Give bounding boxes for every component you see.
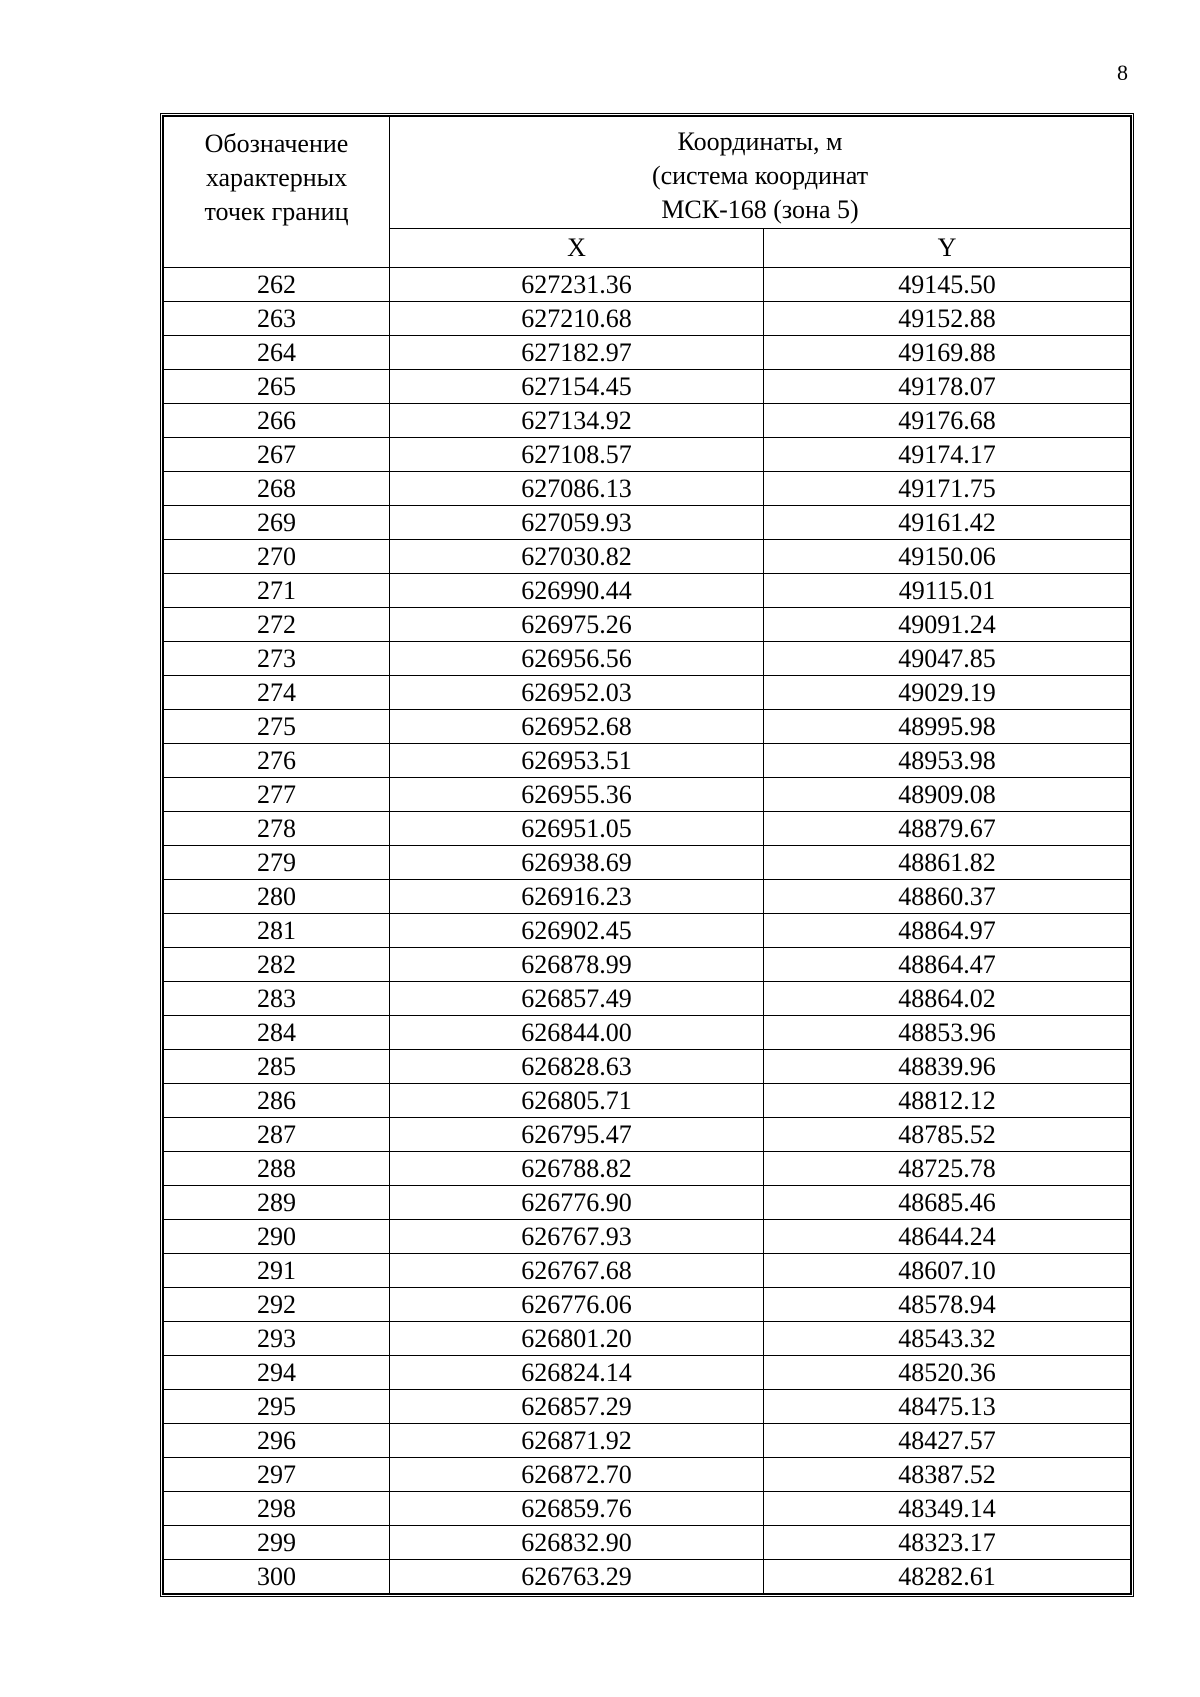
cell-point: 267 [164, 438, 390, 472]
cell-x: 626859.76 [390, 1492, 764, 1526]
cell-point: 289 [164, 1186, 390, 1220]
page-number: 8 [1117, 60, 1128, 85]
cell-y: 49091.24 [764, 608, 1131, 642]
header-point-line: точек границ [204, 197, 349, 226]
cell-y: 48864.02 [764, 982, 1131, 1016]
table-row [164, 710, 1131, 744]
table-row [164, 608, 1131, 642]
table-row [164, 302, 1131, 336]
cell-point: 280 [164, 880, 390, 914]
cell-x: 627059.93 [390, 506, 764, 540]
cell-point: 282 [164, 948, 390, 982]
cell-y: 48860.37 [764, 880, 1131, 914]
cell-x: 627231.36 [390, 268, 764, 302]
cell-point: 284 [164, 1016, 390, 1050]
table-row [164, 1050, 1131, 1084]
table-row [164, 370, 1131, 404]
cell-y: 49115.01 [764, 574, 1131, 608]
cell-point: 294 [164, 1356, 390, 1390]
cell-y: 49047.85 [764, 642, 1131, 676]
cell-x: 627030.82 [390, 540, 764, 574]
cell-x: 626857.29 [390, 1390, 764, 1424]
cell-y: 48387.52 [764, 1458, 1131, 1492]
cell-point: 292 [164, 1288, 390, 1322]
cell-x: 627182.97 [390, 336, 764, 370]
cell-point: 285 [164, 1050, 390, 1084]
cell-x: 626805.71 [390, 1084, 764, 1118]
cell-point: 268 [164, 472, 390, 506]
cell-y: 48349.14 [764, 1492, 1131, 1526]
cell-y: 49145.50 [764, 268, 1131, 302]
cell-x: 626857.49 [390, 982, 764, 1016]
cell-x: 626938.69 [390, 846, 764, 880]
cell-y: 48864.47 [764, 948, 1131, 982]
cell-y: 48785.52 [764, 1118, 1131, 1152]
cell-y: 48879.67 [764, 812, 1131, 846]
table-row [164, 540, 1131, 574]
cell-x: 626832.90 [390, 1526, 764, 1560]
table-row [164, 676, 1131, 710]
cell-x: 626871.92 [390, 1424, 764, 1458]
cell-y: 48607.10 [764, 1254, 1131, 1288]
cell-y: 48427.57 [764, 1424, 1131, 1458]
cell-y: 49174.17 [764, 438, 1131, 472]
cell-x: 627134.92 [390, 404, 764, 438]
cell-point: 278 [164, 812, 390, 846]
cell-x: 626844.00 [390, 1016, 764, 1050]
cell-point: 269 [164, 506, 390, 540]
cell-y: 48725.78 [764, 1152, 1131, 1186]
cell-x: 626776.06 [390, 1288, 764, 1322]
table-row [164, 880, 1131, 914]
cell-point: 270 [164, 540, 390, 574]
cell-x: 626763.29 [390, 1560, 764, 1594]
cell-y: 48520.36 [764, 1356, 1131, 1390]
cell-y: 48578.94 [764, 1288, 1131, 1322]
table-body [164, 268, 1131, 1594]
table-row [164, 1560, 1131, 1594]
cell-point: 264 [164, 336, 390, 370]
cell-y: 49171.75 [764, 472, 1131, 506]
table-row [164, 948, 1131, 982]
table-row [164, 404, 1131, 438]
cell-point: 276 [164, 744, 390, 778]
cell-point: 275 [164, 710, 390, 744]
cell-y: 48475.13 [764, 1390, 1131, 1424]
cell-x: 626878.99 [390, 948, 764, 982]
header-coordinates [390, 117, 1131, 229]
cell-point: 281 [164, 914, 390, 948]
cell-y: 48812.12 [764, 1084, 1131, 1118]
header-coordinates-line: Координаты, м [677, 127, 843, 156]
cell-point: 299 [164, 1526, 390, 1560]
cell-x: 626990.44 [390, 574, 764, 608]
cell-y: 49029.19 [764, 676, 1131, 710]
cell-point: 263 [164, 302, 390, 336]
cell-y: 48861.82 [764, 846, 1131, 880]
cell-x: 627210.68 [390, 302, 764, 336]
cell-point: 298 [164, 1492, 390, 1526]
cell-x: 626788.82 [390, 1152, 764, 1186]
cell-point: 295 [164, 1390, 390, 1424]
cell-x: 626956.56 [390, 642, 764, 676]
cell-point: 288 [164, 1152, 390, 1186]
cell-x: 626767.68 [390, 1254, 764, 1288]
cell-x: 626801.20 [390, 1322, 764, 1356]
header-point-line: характерных [205, 163, 348, 192]
table-row [164, 744, 1131, 778]
cell-point: 271 [164, 574, 390, 608]
table-row [164, 1152, 1131, 1186]
table-row [164, 982, 1131, 1016]
cell-x: 627154.45 [390, 370, 764, 404]
table-row [164, 472, 1131, 506]
cell-x: 626795.47 [390, 1118, 764, 1152]
table-row [164, 846, 1131, 880]
cell-y: 49152.88 [764, 302, 1131, 336]
header-y: Y [764, 229, 1131, 268]
header-coordinates-line: МСК-168 (зона 5) [661, 195, 859, 224]
table-row [164, 1356, 1131, 1390]
cell-y: 48644.24 [764, 1220, 1131, 1254]
table-row [164, 914, 1131, 948]
cell-x: 627108.57 [390, 438, 764, 472]
table-row [164, 642, 1131, 676]
cell-x: 626975.26 [390, 608, 764, 642]
cell-y: 48323.17 [764, 1526, 1131, 1560]
table-row [164, 1390, 1131, 1424]
table-row [164, 336, 1131, 370]
header-coordinates-line: (система координат [651, 161, 869, 190]
table-row [164, 1526, 1131, 1560]
table-row [164, 1186, 1131, 1220]
table-row [164, 1220, 1131, 1254]
cell-y: 49178.07 [764, 370, 1131, 404]
cell-x: 626951.05 [390, 812, 764, 846]
cell-x: 626953.51 [390, 744, 764, 778]
cell-point: 277 [164, 778, 390, 812]
cell-point: 293 [164, 1322, 390, 1356]
table-row [164, 1016, 1131, 1050]
cell-x: 626955.36 [390, 778, 764, 812]
header-point-line: Обозначение [204, 129, 349, 158]
cell-point: 283 [164, 982, 390, 1016]
cell-x: 626828.63 [390, 1050, 764, 1084]
cell-y: 49169.88 [764, 336, 1131, 370]
table-row [164, 506, 1131, 540]
cell-y: 48909.08 [764, 778, 1131, 812]
cell-point: 272 [164, 608, 390, 642]
cell-x: 627086.13 [390, 472, 764, 506]
cell-y: 48953.98 [764, 744, 1131, 778]
cell-y: 48543.32 [764, 1322, 1131, 1356]
cell-point: 300 [164, 1560, 390, 1594]
cell-y: 48685.46 [764, 1186, 1131, 1220]
cell-point: 290 [164, 1220, 390, 1254]
cell-point: 274 [164, 676, 390, 710]
cell-point: 286 [164, 1084, 390, 1118]
header-x: X [390, 229, 764, 268]
cell-point: 265 [164, 370, 390, 404]
table-row [164, 574, 1131, 608]
cell-x: 626952.68 [390, 710, 764, 744]
cell-x: 626952.03 [390, 676, 764, 710]
cell-x: 626767.93 [390, 1220, 764, 1254]
table-row [164, 1254, 1131, 1288]
header-point-designation [164, 117, 390, 268]
cell-point: 291 [164, 1254, 390, 1288]
table-row [164, 1322, 1131, 1356]
cell-point: 296 [164, 1424, 390, 1458]
table-row [164, 1118, 1131, 1152]
table-row [164, 778, 1131, 812]
table-row [164, 438, 1131, 472]
cell-y: 48282.61 [764, 1560, 1131, 1594]
cell-point: 297 [164, 1458, 390, 1492]
cell-y: 48864.97 [764, 914, 1131, 948]
cell-y: 49176.68 [764, 404, 1131, 438]
cell-point: 266 [164, 404, 390, 438]
cell-y: 48853.96 [764, 1016, 1131, 1050]
table-row [164, 812, 1131, 846]
table-row [164, 1458, 1131, 1492]
cell-y: 48995.98 [764, 710, 1131, 744]
cell-x: 626916.23 [390, 880, 764, 914]
cell-y: 49150.06 [764, 540, 1131, 574]
cell-y: 48839.96 [764, 1050, 1131, 1084]
cell-point: 287 [164, 1118, 390, 1152]
coordinates-table [163, 116, 1131, 1594]
cell-x: 626776.90 [390, 1186, 764, 1220]
cell-point: 279 [164, 846, 390, 880]
cell-y: 49161.42 [764, 506, 1131, 540]
cell-point: 262 [164, 268, 390, 302]
cell-x: 626824.14 [390, 1356, 764, 1390]
table-row [164, 268, 1131, 302]
table-row [164, 1492, 1131, 1526]
table-row [164, 1424, 1131, 1458]
cell-x: 626872.70 [390, 1458, 764, 1492]
table-row [164, 1084, 1131, 1118]
coordinates-table-frame [160, 113, 1134, 1597]
table-row [164, 1288, 1131, 1322]
table-header [164, 117, 1131, 268]
cell-point: 273 [164, 642, 390, 676]
cell-x: 626902.45 [390, 914, 764, 948]
